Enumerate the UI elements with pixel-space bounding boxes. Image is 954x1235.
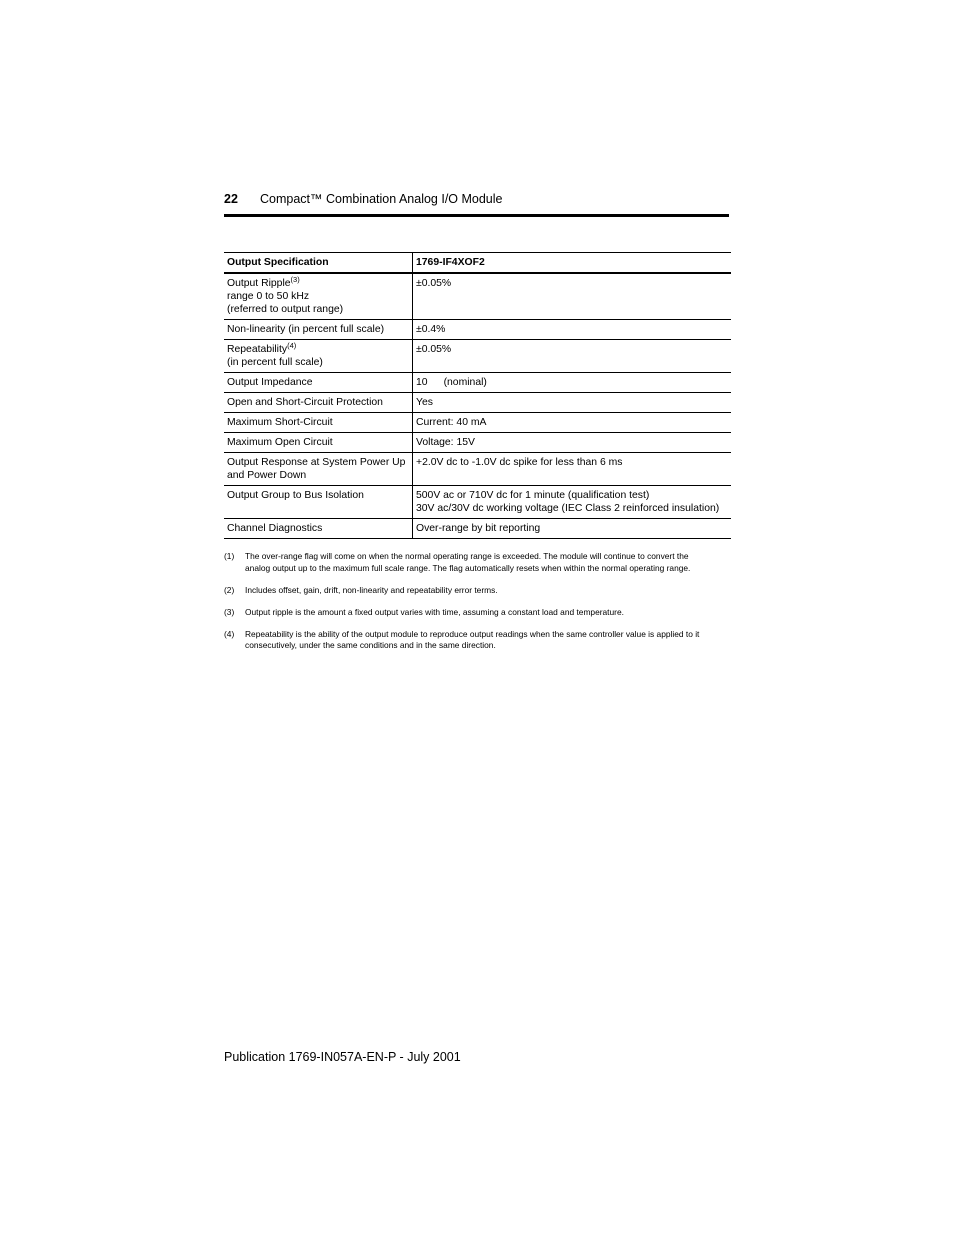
footnote-ref: (3) xyxy=(290,275,300,284)
output-spec-table xyxy=(224,252,731,539)
row-label: Non-linearity (in percent full scale) xyxy=(224,320,413,340)
row-label: Output Group to Bus Isolation xyxy=(224,486,413,519)
table-row xyxy=(224,273,731,320)
row-value: Over-range by bit reporting xyxy=(413,519,732,539)
row-label: Maximum Open Circuit xyxy=(224,433,413,453)
row-value: 500V ac or 710V dc for 1 minute (qualification test) 30V ac/30V dc working voltage (IEC Class 2 reinforced insulation) xyxy=(413,486,732,519)
page-number: 22 xyxy=(224,192,238,206)
footnotes xyxy=(224,551,734,662)
row-label: Channel Diagnostics xyxy=(224,519,413,539)
table-row xyxy=(224,340,731,373)
page-header xyxy=(224,192,503,206)
row-value: Current: 40 mA xyxy=(413,413,732,433)
footnote-text: Includes offset, gain, drift, non-linearity and repeatability error terms. xyxy=(245,584,498,595)
header-rule xyxy=(224,214,729,217)
footnote-number: (2) xyxy=(224,584,235,595)
table-row xyxy=(224,413,731,433)
row-value: ±0.4% xyxy=(413,320,732,340)
row-label: Repeatability$^{(4)}$ (in percent full scale) xyxy=(224,340,413,373)
table-row xyxy=(224,486,731,519)
footnote-ref: (4) xyxy=(287,341,297,350)
footnote-number: (1) xyxy=(224,551,235,561)
table-row xyxy=(224,393,731,413)
publication-footer: Publication 1769-IN057A-EN-P - July 2001 xyxy=(224,1050,461,1064)
table-row xyxy=(224,519,731,539)
table-row xyxy=(224,453,731,486)
row-value: ±0.05% xyxy=(413,273,732,320)
footnote xyxy=(224,629,734,652)
footnote xyxy=(224,551,734,574)
row-value: ±0.05% xyxy=(413,340,732,373)
row-label: Output Response at System Power Up and Power Down xyxy=(224,453,413,486)
footnote xyxy=(224,585,734,597)
table-row xyxy=(224,373,731,393)
footnote-number: (4) xyxy=(224,628,235,639)
footnote-text: Repeatability is the ability of the output module to reproduce output readings when the same controller value is applied to it consecutively, under the same conditions and in the same direction. xyxy=(245,628,700,650)
table-row xyxy=(224,433,731,453)
document-title: Compact™ Combination Analog I/O Module xyxy=(260,192,503,206)
row-label: Output Impedance xyxy=(224,373,413,393)
row-value: Yes xyxy=(413,393,732,413)
row-label: Open and Short-Circuit Protection xyxy=(224,393,413,413)
footnote-text: Output ripple is the amount a fixed output varies with time, assuming a constant load and temperature. xyxy=(245,606,624,617)
row-value: Voltage: 15V xyxy=(413,433,732,453)
footnote-number: (3) xyxy=(224,606,235,617)
row-label: Output Ripple$^{(3)}$ range 0 to 50 kHz (referred to output range) xyxy=(224,273,413,320)
footnote xyxy=(224,607,734,619)
table-header-row xyxy=(224,253,731,274)
row-value: 10 (nominal) xyxy=(413,373,732,393)
column-header-model: 1769-IF4XOF2 xyxy=(413,253,732,274)
row-value: +2.0V dc to -1.0V dc spike for less than 6 ms xyxy=(413,453,732,486)
row-label: Maximum Short-Circuit xyxy=(224,413,413,433)
table-row xyxy=(224,320,731,340)
column-header-spec: Output Specification xyxy=(224,253,413,274)
footnote-text: The over-range flag will come on when the normal operating range is exceeded. The module will continue to convert the analog output up to the maximum full scale range. The flag automatically resets when within the normal operating range. xyxy=(245,551,691,573)
